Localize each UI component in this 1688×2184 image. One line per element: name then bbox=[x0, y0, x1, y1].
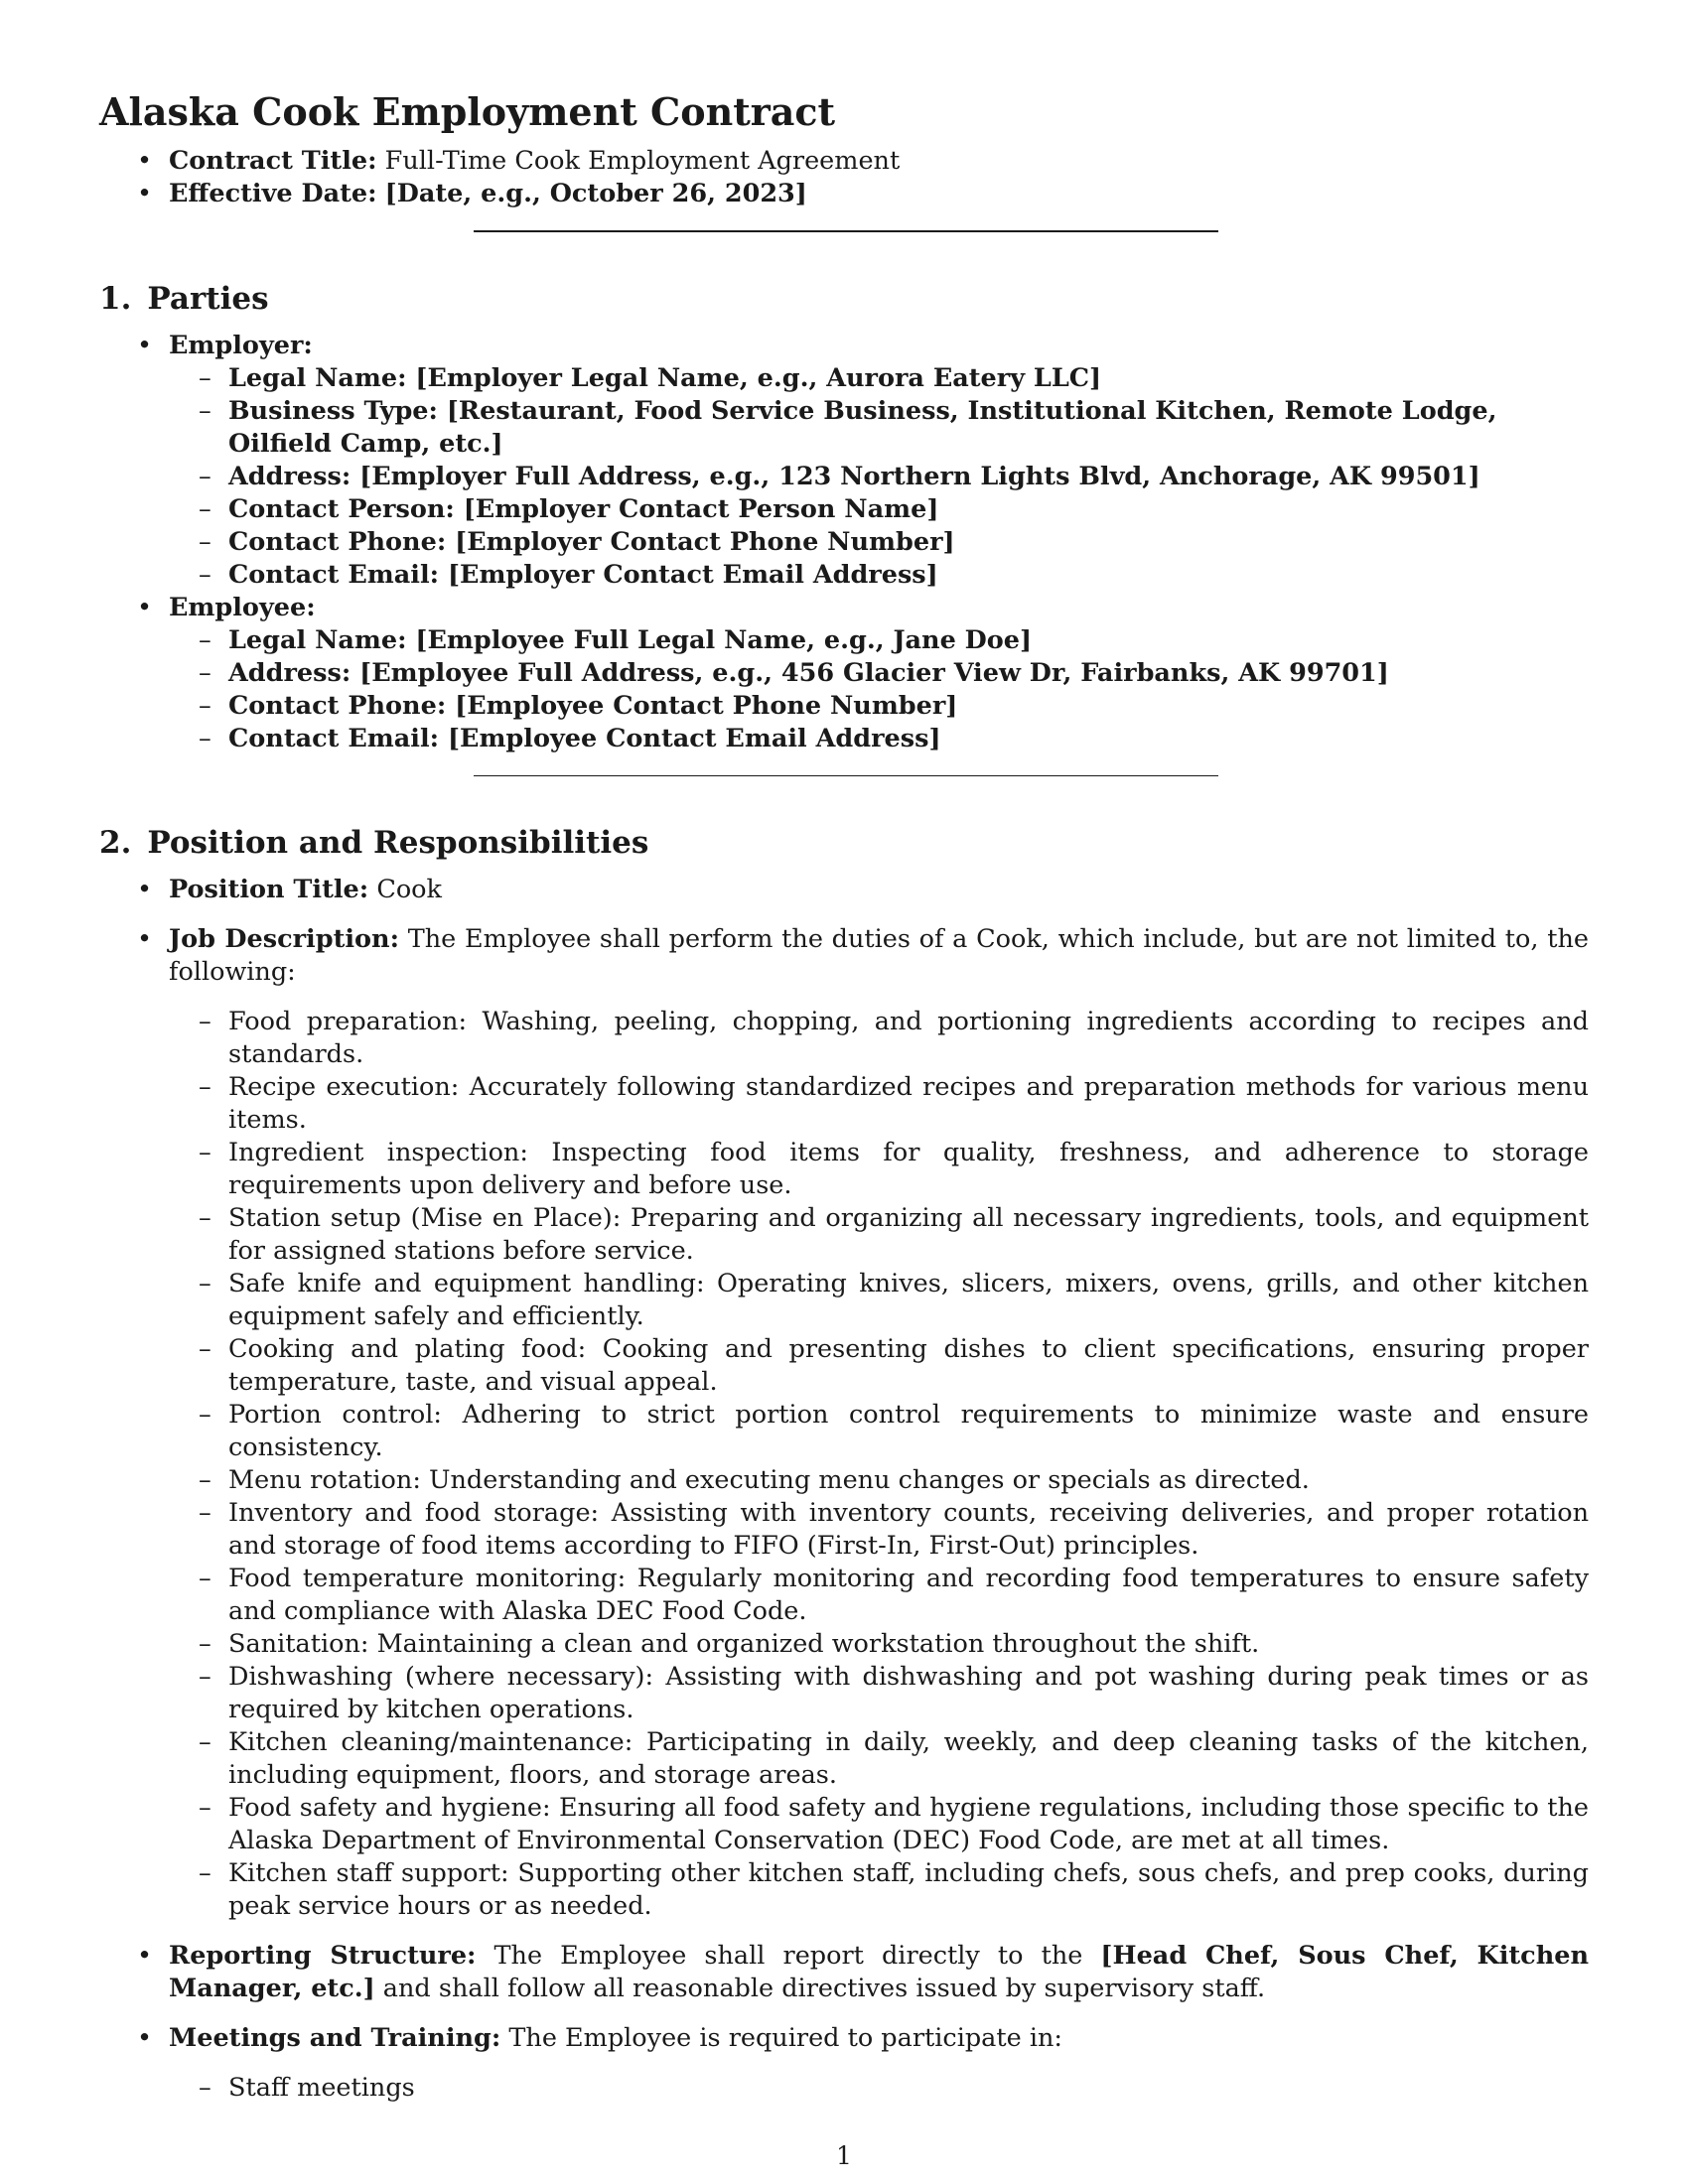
list-item: • Effective Date: [Date, e.g., October 26, 2023] bbox=[99, 178, 1589, 210]
employer-details bbox=[169, 362, 1589, 592]
divider bbox=[474, 230, 1218, 232]
duty-item: – Inventory and food storage: Assisting with inventory counts, receiving deliveries, and proper rotation and storage of food items according to FIFO (First-In, First-Out) principles. bbox=[169, 1497, 1589, 1563]
page-number: 1 bbox=[836, 2141, 852, 2170]
duty-item: – Menu rotation: Understanding and executing menu changes or specials as directed. bbox=[169, 1464, 1589, 1497]
duty-item: – Recipe execution: Accurately following standardized recipes and preparation methods for various menu items. bbox=[169, 1071, 1589, 1137]
list-item: • Reporting Structure: The Employee shall report directly to the [Head Chef, Sous Chef, Kitchen Manager, etc.] and shall follow all reasonable directives issued by supervisory staff. bbox=[99, 1940, 1589, 2005]
duty-item: – Food safety and hygiene: Ensuring all food safety and hygiene regulations, including those specific to the Alaska Department of Environmental Conservation (DEC) Food Code, are met at all times. bbox=[169, 1792, 1589, 1857]
list-item: – Address: [Employee Full Address, e.g., 456 Glacier View Dr, Fairbanks, AK 99701] bbox=[169, 657, 1589, 690]
duty-item: – Station setup (Mise en Place): Preparing and organizing all necessary ingredients, tools, and equipment for assigned stations before service. bbox=[169, 1202, 1589, 1268]
list-item: – Legal Name: [Employer Legal Name, e.g., Aurora Eatery LLC] bbox=[169, 362, 1589, 395]
list-item: – Address: [Employer Full Address, e.g., 123 Northern Lights Blvd, Anchorage, AK 99501] bbox=[169, 461, 1589, 493]
list-item: • Job Description: The Employee shall perform the duties of a Cook, which include, but are not limited to, the following: – Food preparation: Washing, peeling, chopping, and portioning ingredients according to recipes and standards. – Recipe execution: Accurately following standardized recipes and preparation methods for various menu items. – Ingredient inspection: Inspecting food items for quality, freshness, and adherence to storage requirements upon delivery and before use. – Station setup (Mise en Place): Preparing and organizing all necessary ingredients, tools, and equipment for assigned stations before service. – Safe knife and equipment handling: Operating knives, slicers, mixers, ovens, grills, and other kitchen equipment safely and efficiently. – Cooking and plating food: Cooking and presenting dishes to client specifications, ensuring proper temperature, taste, and visual appeal. – Portion control: Adhering to strict portion control requirements to minimize waste and ensure consistency. – Menu rotation: Understanding and executing menu changes or specials as directed. – Inventory and food storage: Assisting with inventory counts, receiving deliveries, and proper rotation and storage of food items according to FIFO (First-In, First-Out) principles. – Food temperature monitoring: Regularly monitoring and recording food temperatures to ensure safety and compliance with Alaska DEC Food Code. – Sanitation: Maintaining a clean and organized workstation throughout the shift. – Dishwashing (where necessary): Assisting with dishwashing and pot washing during peak times or as required by kitchen operations. – Kitchen cleaning/maintenance: Participating in daily, weekly, and deep cleaning tasks of the kitchen, including equipment, floors, and storage areas. – Food safety and hygiene: Ensuring all food safety and hygiene regulations, including those specific to the Alaska Department of Environmental Conservation (DEC) Food Code, are met at all times. – Kitchen staff support: Supporting other kitchen staff, including chefs, sous chefs, and prep cooks, during peak service hours or as needed. bbox=[99, 923, 1589, 1923]
position-list bbox=[99, 874, 1589, 2105]
list-item: – Contact Person: [Employer Contact Person Name] bbox=[169, 493, 1589, 526]
list-item: – Staff meetings bbox=[169, 2072, 1589, 2105]
list-item: • Meetings and Training: The Employee is required to participate in: – Staff meetings bbox=[99, 2022, 1589, 2105]
list-item: – Contact Email: [Employee Contact Email Address] bbox=[169, 723, 1589, 755]
list-item: – Contact Phone: [Employee Contact Phone Number] bbox=[169, 690, 1589, 723]
duty-item: – Safe knife and equipment handling: Operating knives, slicers, mixers, ovens, grills, and other kitchen equipment safely and efficiently. bbox=[169, 1268, 1589, 1333]
employee-details bbox=[169, 624, 1589, 755]
list-item: – Contact Phone: [Employer Contact Phone Number] bbox=[169, 526, 1589, 559]
duty-item: – Kitchen cleaning/maintenance: Participating in daily, weekly, and deep cleaning tasks of the kitchen, including equipment, floors, and storage areas. bbox=[169, 1726, 1589, 1792]
list-item: • Employer: – Legal Name: [Employer Legal Name, e.g., Aurora Eatery LLC] – Business Type: [Restaurant, Food Service Business, Institutional Kitchen, Remote Lodge, Oilfield Camp, etc.] – Address: [Employer Full Address, e.g., 123 Northern Lights Blvd, Anchorage, AK 99501] – Contact Person: [Employer Contact Person Name] – Contact Phone: [Employer Contact Phone Number] – Contact Email: [Employer Contact Email Address] bbox=[99, 330, 1589, 592]
meetings-list bbox=[169, 2072, 1589, 2105]
duty-item: – Sanitation: Maintaining a clean and organized workstation throughout the shift. bbox=[169, 1628, 1589, 1661]
list-item: • Contract Title: Full-Time Cook Employment Agreement bbox=[99, 145, 1589, 178]
duty-item: – Cooking and plating food: Cooking and presenting dishes to client specifications, ensuring proper temperature, taste, and visual appeal. bbox=[169, 1333, 1589, 1399]
duty-item: – Dishwashing (where necessary): Assisting with dishwashing and pot washing during peak times or as required by kitchen operations. bbox=[169, 1661, 1589, 1726]
document-page bbox=[99, 87, 1589, 2121]
duty-item: – Food preparation: Washing, peeling, chopping, and portioning ingredients according to recipes and standards. bbox=[169, 1006, 1589, 1071]
duty-item: – Portion control: Adhering to strict portion control requirements to minimize waste and ensure consistency. bbox=[169, 1399, 1589, 1464]
parties-list bbox=[99, 330, 1589, 755]
list-item: • Employee: – Legal Name: [Employee Full Legal Name, e.g., Jane Doe] – Address: [Employee Full Address, e.g., 456 Glacier View Dr, Fairbanks, AK 99701] – Contact Phone: [Employee Contact Phone Number] – Contact Email: [Employee Contact Email Address] bbox=[99, 592, 1589, 755]
duty-item: – Food temperature monitoring: Regularly monitoring and recording food temperatures to ensure safety and compliance with Alaska DEC Food Code. bbox=[169, 1563, 1589, 1628]
duties-list bbox=[169, 1006, 1589, 1923]
divider bbox=[474, 775, 1218, 776]
section-heading-position: 2. Position and Responsibilities bbox=[99, 825, 649, 861]
duty-item: – Kitchen staff support: Supporting other kitchen staff, including chefs, sous chefs, and prep cooks, during peak service hours or as needed. bbox=[169, 1857, 1589, 1923]
list-item: • Position Title: Cook bbox=[99, 874, 1589, 906]
list-item: – Contact Email: [Employer Contact Email Address] bbox=[169, 559, 1589, 592]
header-list bbox=[99, 145, 1589, 210]
section-heading-parties: 1. Parties bbox=[99, 281, 269, 317]
duty-item: – Ingredient inspection: Inspecting food items for quality, freshness, and adherence to storage requirements upon delivery and before use. bbox=[169, 1137, 1589, 1202]
list-item: – Business Type: [Restaurant, Food Service Business, Institutional Kitchen, Remote Lodge, Oilfield Camp, etc.] bbox=[169, 395, 1589, 461]
document-title: Alaska Cook Employment Contract bbox=[99, 89, 836, 134]
list-item: – Legal Name: [Employee Full Legal Name, e.g., Jane Doe] bbox=[169, 624, 1589, 657]
